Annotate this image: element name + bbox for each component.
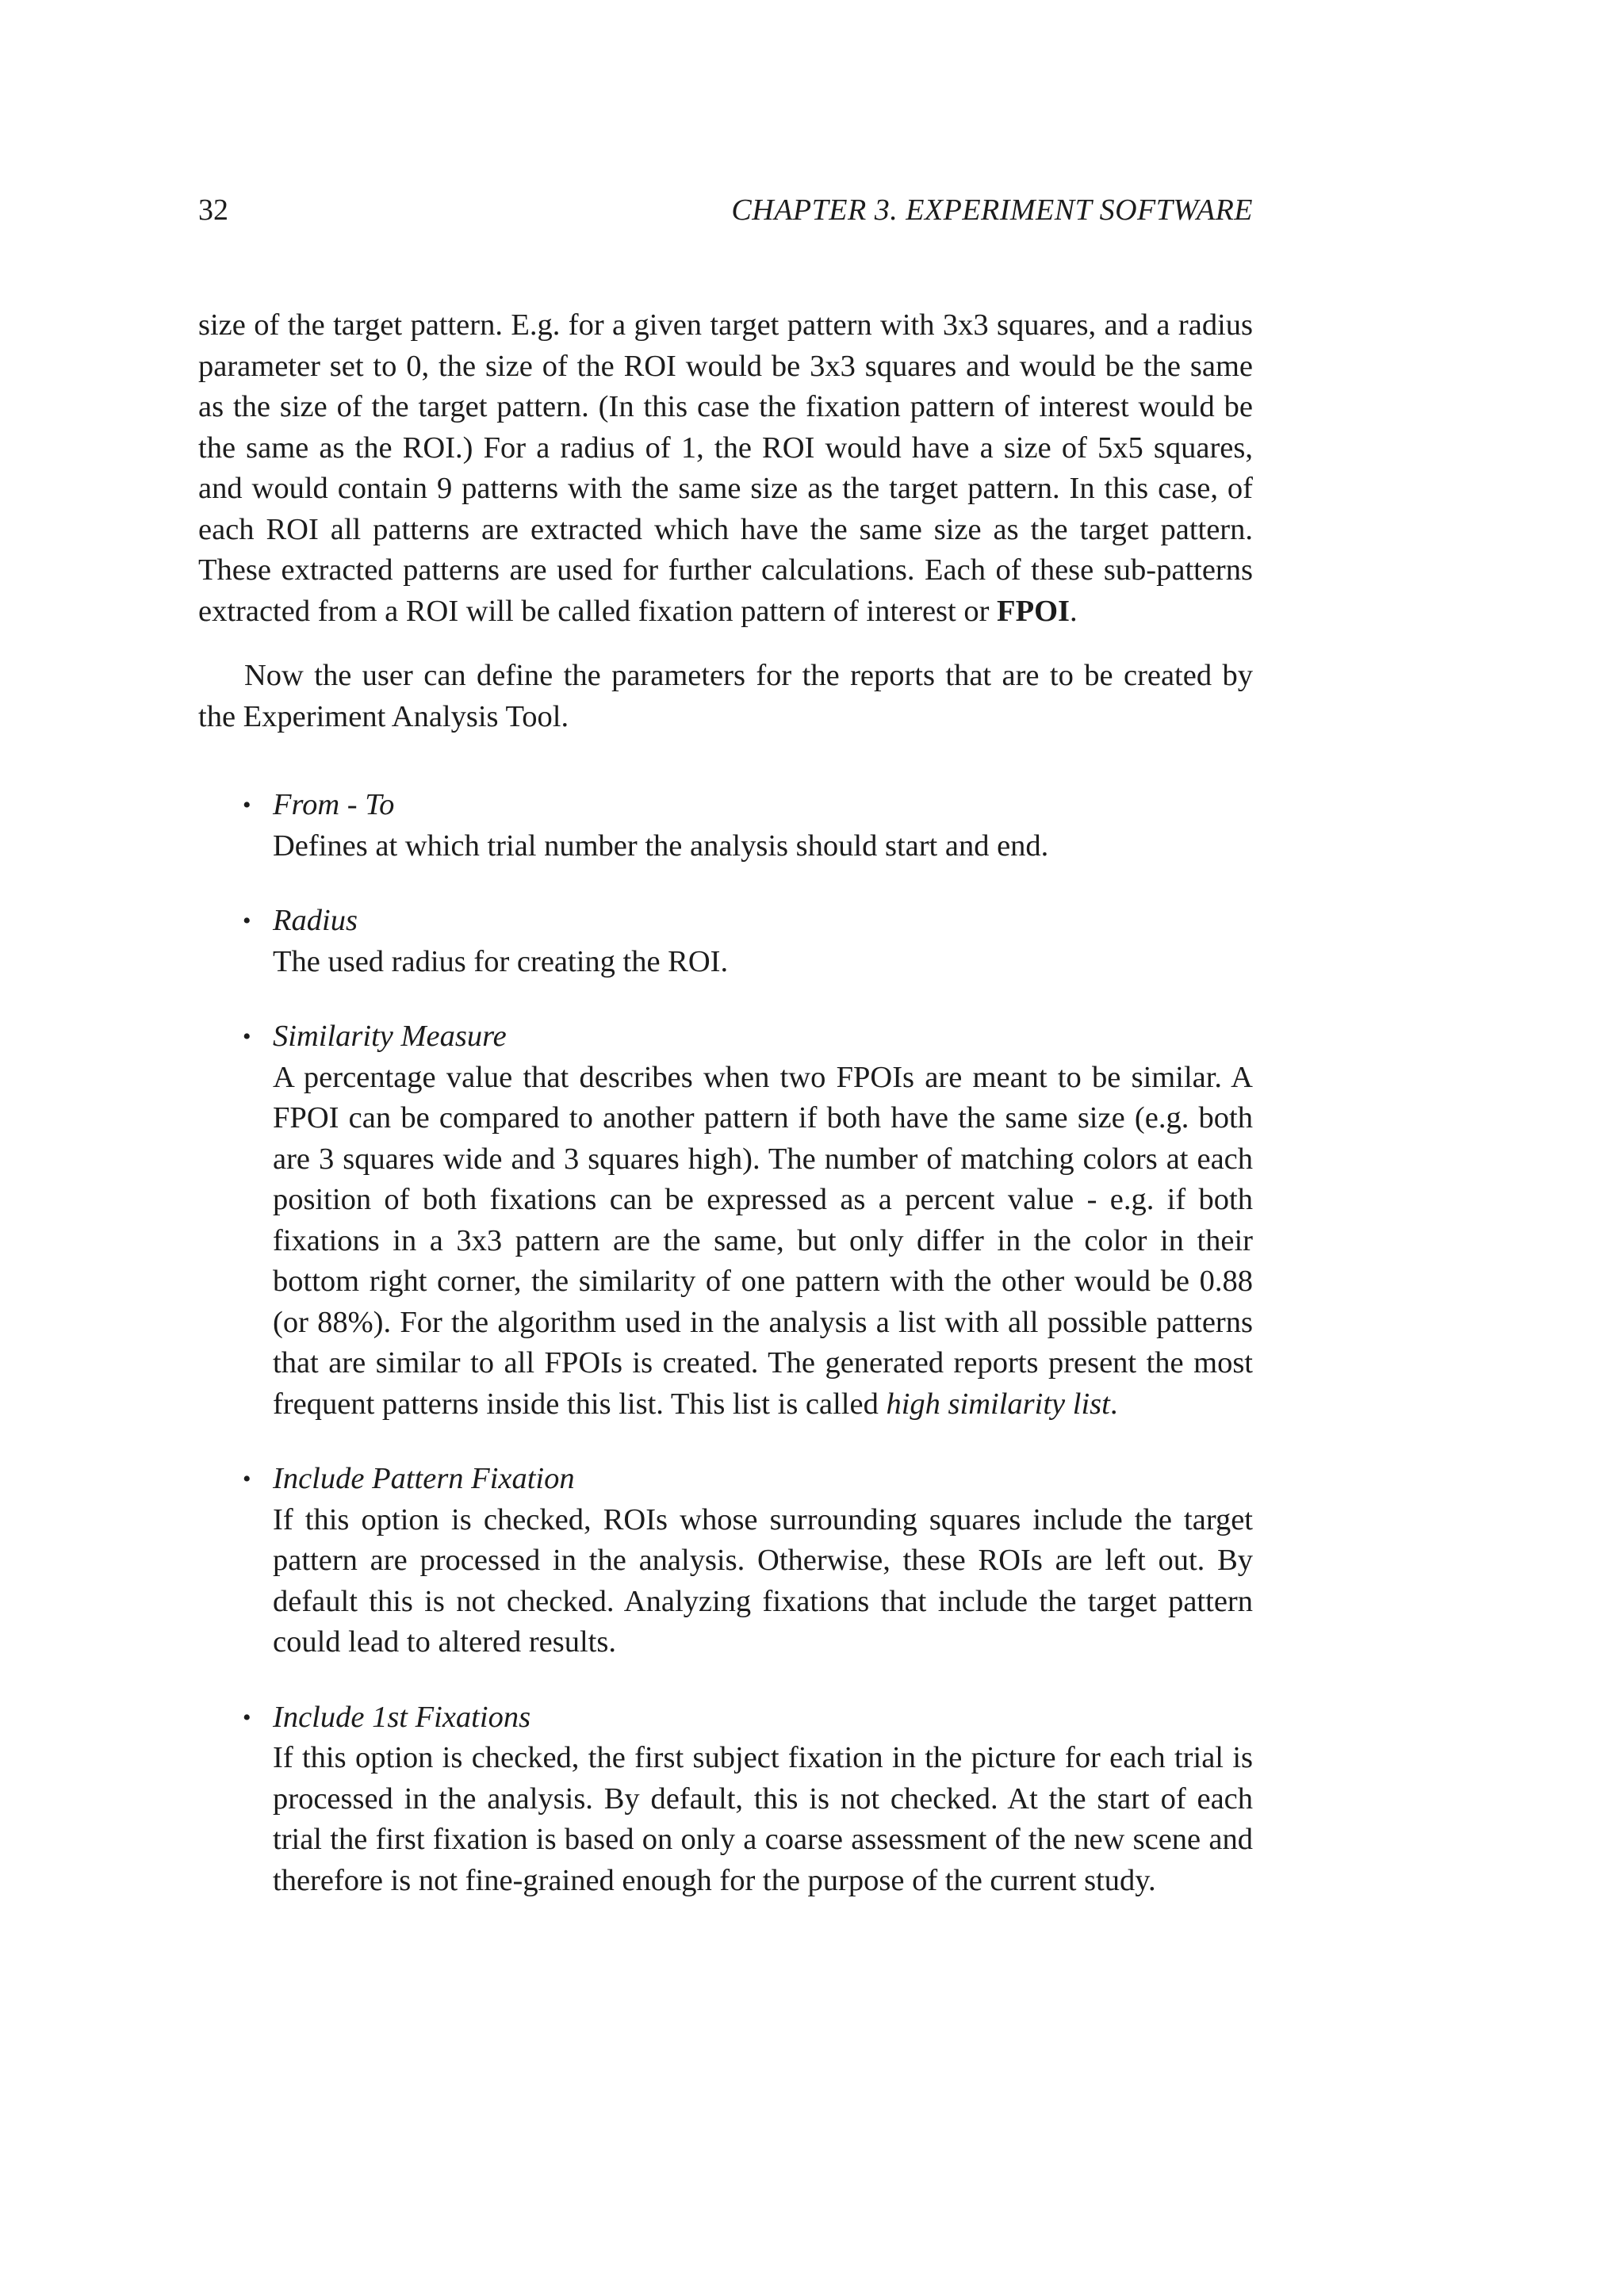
term-include-pattern-fixation: Include Pattern Fixation [273, 1462, 575, 1495]
description-from-to: Defines at which trial number the analysis should start and end. [273, 828, 1049, 863]
list-item-similarity-measure [198, 1016, 1253, 1425]
list-item-radius [198, 901, 1253, 982]
bullet-icon: • [243, 1704, 251, 1731]
paragraph-report-parameters: Now the user can define the parameters for the reports that are to be created by the Experiment Analysis Tool. [198, 659, 1253, 733]
parameter-list [198, 785, 1253, 1901]
term-include-1st-fixations: Include 1st Fixations [273, 1700, 531, 1734]
bullet-icon: • [243, 792, 251, 818]
description-similarity-measure [273, 1058, 1253, 1425]
description-radius: The used radius for creating the ROI. [273, 944, 729, 978]
list-item-include-pattern-fixation [198, 1459, 1253, 1663]
term-similarity-measure: Similarity Measure [273, 1020, 507, 1053]
fpoi-term: FPOI [997, 594, 1071, 628]
list-item-include-1st-fixations [198, 1697, 1253, 1902]
description-similarity-end: . [1109, 1387, 1118, 1421]
bullet-icon: • [243, 908, 251, 934]
bullet-icon: • [243, 1024, 251, 1050]
description-include-1st-fixations: If this option is checked, the first subject fixation in the picture for each trial is processed in the analysis. By default, this is not checked. At the start of each trial the first fixation is based on only a coarse assessment of the new scene and therefore is not fine-grained enough for the purpose of the current study. [273, 1741, 1253, 1897]
paragraph-roi-text: size of the target pattern. E.g. for a given target pattern with 3x3 squares, and a radius parameter set to 0, the size of the ROI would be 3x3 squares and would be the same as the size of the target pattern. (In this case the fixation pattern of interest would be the same as the ROI.) For a radius of 1, the ROI would have a size of 5x5 squares, and would contain 9 patterns with the same size as the target pattern. In this case, of each ROI all patterns are extracted which have the same size as the target pattern. These extracted patterns are used for further calculations. Each of these sub-patterns extracted from a ROI will be called fixation pattern of interest or [198, 308, 1253, 628]
paragraph-roi-end: . [1070, 594, 1078, 628]
chapter-title: CHAPTER 3. EXPERIMENT SOFTWARE [731, 193, 1253, 227]
description-similarity-text: A percentage value that describes when two FPOIs are meant to be similar. A FPOI can be compared to another pattern if both have the same size (e.g. both are 3 squares wide and 3 squares high). The number of matching colors at each position of both fixations can be expressed as a percent value - e.g. if both fixations in a 3x3 pattern are the same, but only differ in the color in their bottom right corner, the similarity of one pattern with the other would be 0.88 (or 88%). For the algorithm used in the analysis a list with all possible patterns that are similar to all FPOIs is created. The generated reports present the most frequent patterns inside this list. This list is called [273, 1060, 1253, 1421]
term-from-to: From - To [273, 788, 395, 821]
running-header [198, 190, 1253, 230]
paragraph-roi-description [198, 305, 1253, 632]
body-text [198, 305, 1253, 1935]
high-similarity-list-term: high similarity list [886, 1387, 1110, 1421]
list-item-from-to [198, 785, 1253, 867]
description-include-pattern-fixation: If this option is checked, ROIs whose surrounding squares include the target pattern are processed in the analysis. Otherwise, these ROIs are left out. By default this is not checked. Analyzing fixations that include the target pattern could lead to altered results. [273, 1502, 1253, 1659]
term-radius: Radius [273, 904, 358, 937]
bullet-icon: • [243, 1466, 251, 1492]
page-number: 32 [198, 193, 228, 227]
